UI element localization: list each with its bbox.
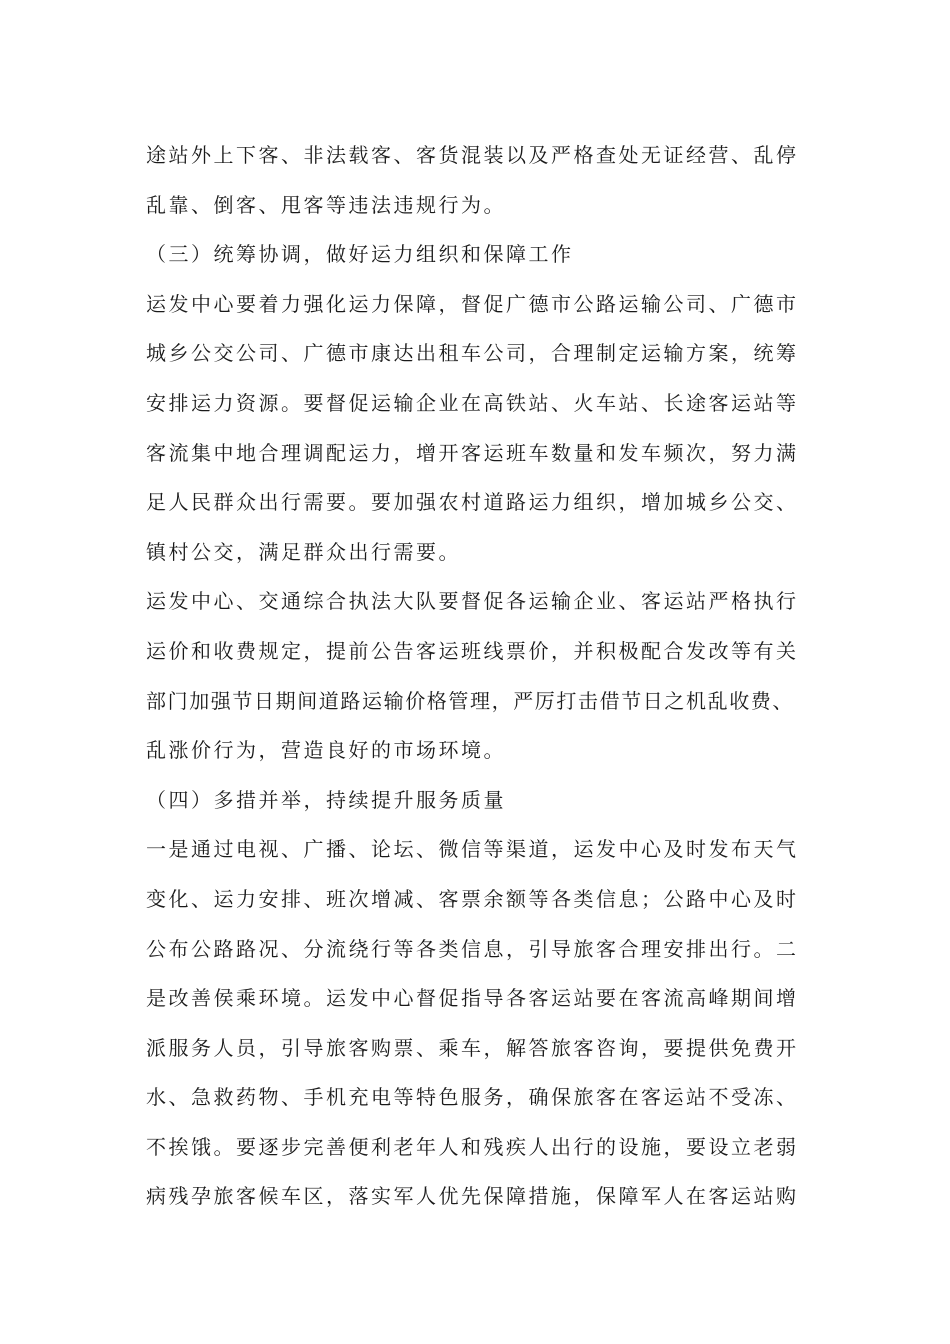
text-line: 变化、运力安排、班次增减、客票余额等各类信息；公路中心及时 <box>146 886 799 911</box>
text-line: 运发中心、交通综合执法大队要督促各运输企业、客运站严格执行 <box>146 589 799 614</box>
text-line: 足人民群众出行需要。要加强农村道路运力组织，增加城乡公交、 <box>146 490 799 515</box>
text-line: 运价和收费规定，提前公告客运班线票价，并积极配合发改等有关 <box>146 638 799 663</box>
text-line: 乱靠、倒客、甩客等违法违规行为。 <box>146 192 506 217</box>
text-line: 运发中心要着力强化运力保障，督促广德市公路运输公司、广德市 <box>146 291 799 316</box>
text-line: 城乡公交公司、广德市康达出租车公司，合理制定运输方案，统筹 <box>146 341 799 366</box>
text-line: 客流集中地合理调配运力，增开客运班车数量和发车频次，努力满 <box>146 440 799 465</box>
text-line: 不挨饿。要逐步完善便利老年人和残疾人出行的设施，要设立老弱 <box>146 1134 799 1159</box>
text-line: 公布公路路况、分流绕行等各类信息，引导旅客合理安排出行。二 <box>146 936 799 961</box>
text-line: 安排运力资源。要督促运输企业在高铁站、火车站、长途客运站等 <box>146 390 799 415</box>
text-line: 镇村公交，满足群众出行需要。 <box>146 539 461 564</box>
document-body <box>146 131 826 1222</box>
text-line: 水、急救药物、手机充电等特色服务，确保旅客在客运站不受冻、 <box>146 1085 799 1110</box>
section-heading: （四）多措并举，持续提升服务质量 <box>146 787 506 812</box>
text-line: 一是通过电视、广播、论坛、微信等渠道，运发中心及时发布天气 <box>146 837 799 862</box>
text-line: 乱涨价行为，营造良好的市场环境。 <box>146 738 506 763</box>
text-line: 是改善侯乘环境。运发中心督促指导各客运站要在客流高峰期间增 <box>146 986 799 1011</box>
text-line: 途站外上下客、非法载客、客货混装以及严格查处无证经营、乱停 <box>146 143 799 167</box>
text-line: 部门加强节日期间道路运输价格管理，严厉打击借节日之机乱收费、 <box>146 688 794 713</box>
text-line: 派服务人员，引导旅客购票、乘车，解答旅客咨询，要提供免费开 <box>146 1035 799 1060</box>
section-heading: （三）统筹协调，做好运力组织和保障工作 <box>146 242 574 267</box>
text-line: 病残孕旅客候车区，落实军人优先保障措施，保障军人在客运站购 <box>146 1184 799 1209</box>
